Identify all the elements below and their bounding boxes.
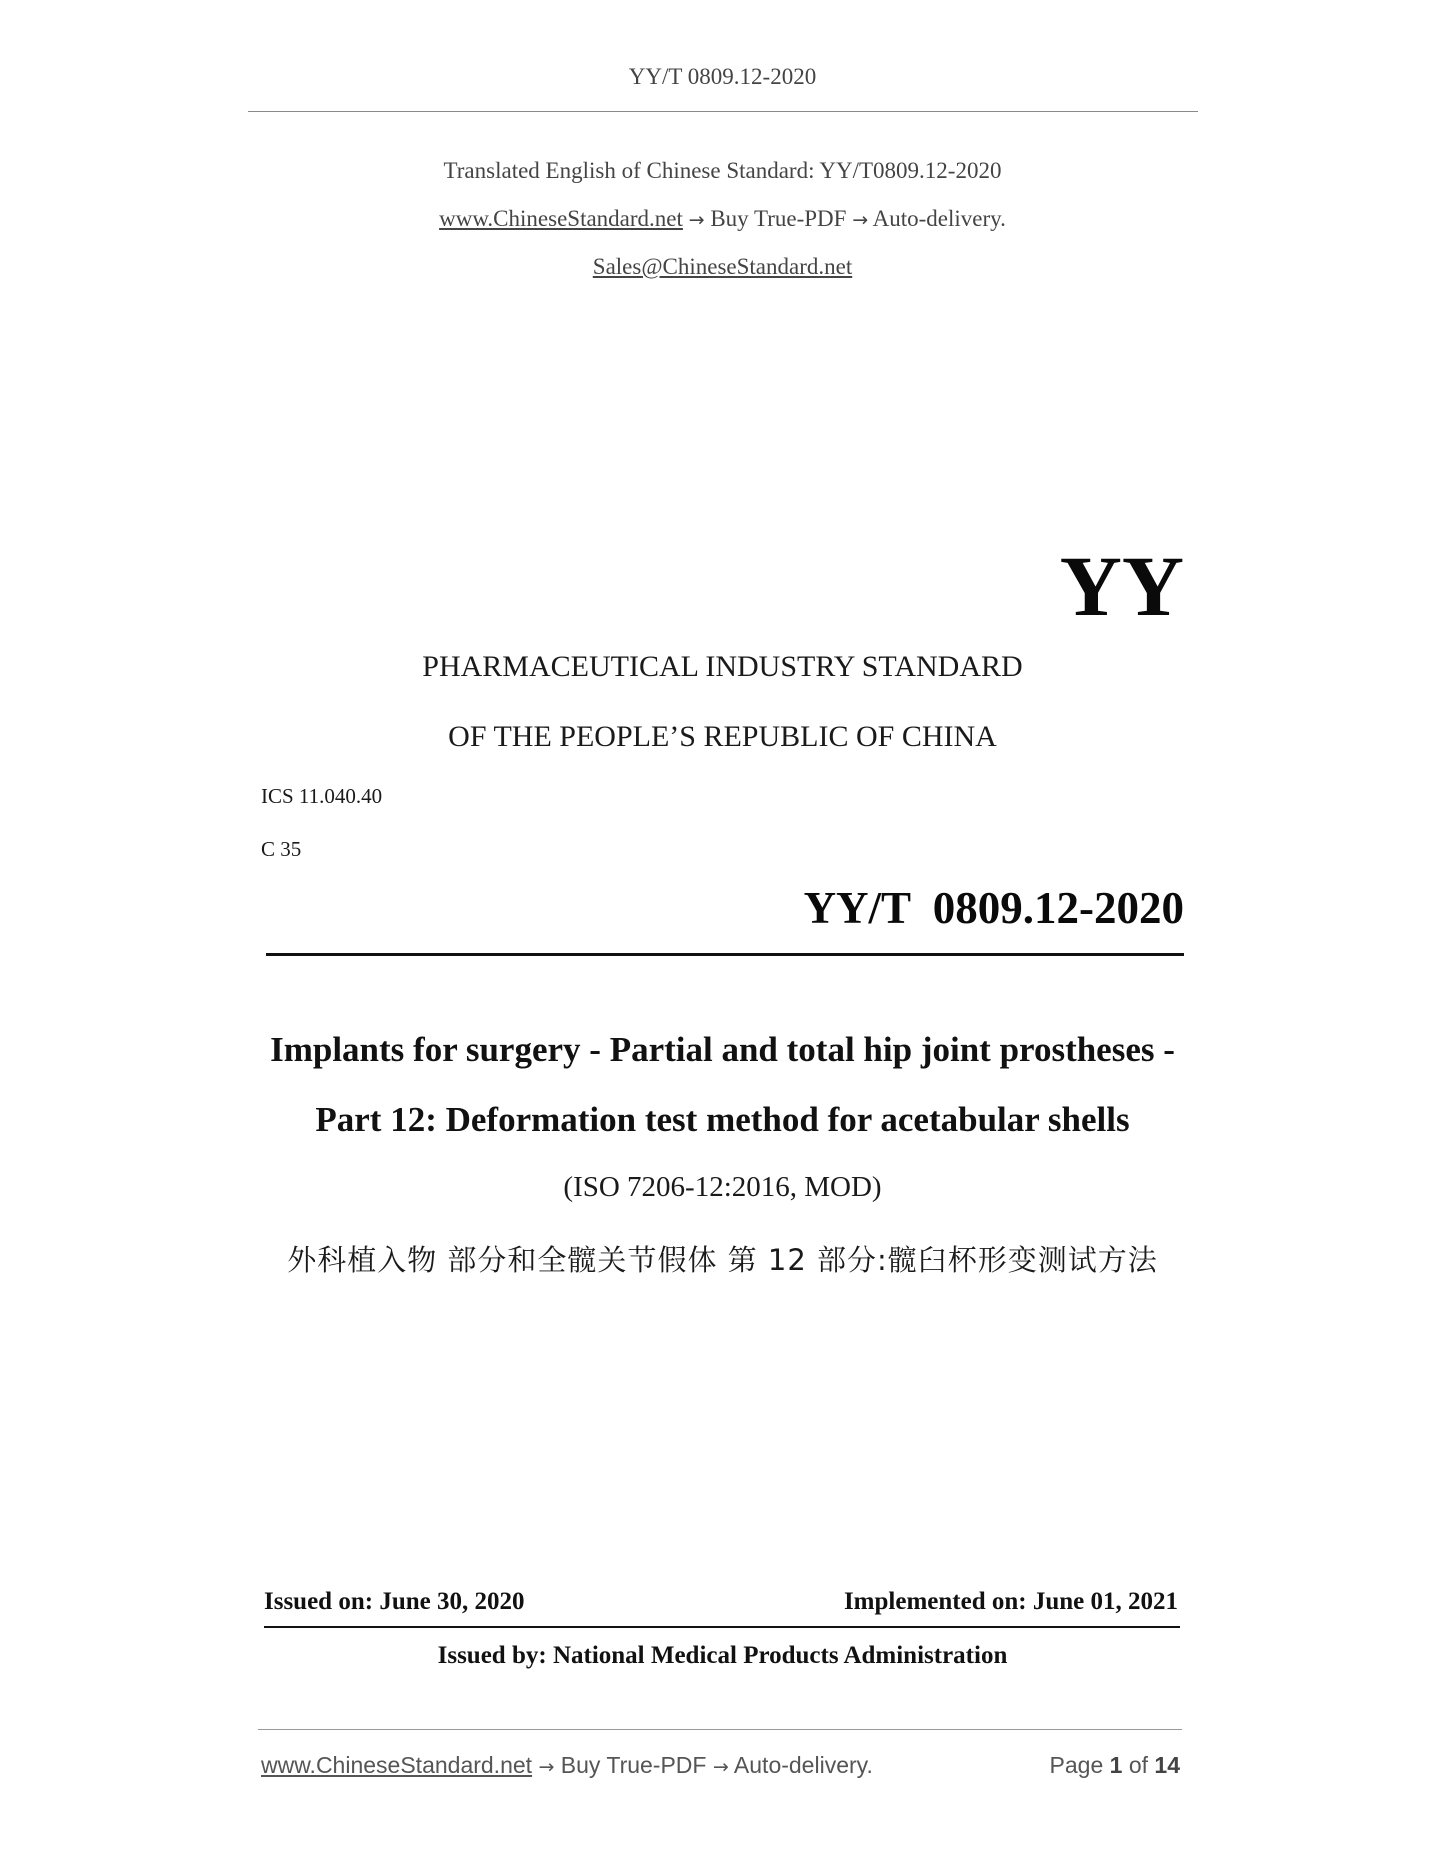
issuing-standard-line-2: OF THE PEOPLE’S REPUBLIC OF CHINA: [448, 720, 997, 753]
ics-code: ICS 11.040.40: [261, 784, 383, 808]
purchase-notice: [0, 206, 1445, 232]
standard-number-divider: [266, 953, 1184, 956]
ccs-code: C 35: [261, 837, 302, 861]
auto-delivery-text: Auto-delivery.: [872, 206, 1006, 231]
footer-site-link[interactable]: www.ChineseStandard.net: [261, 1752, 533, 1778]
chinese-title: 外科植入物 部分和全髋关节假体 第 12 部分:髋臼杯形变测试方法: [287, 1243, 1158, 1277]
site-link[interactable]: www.ChineseStandard.net: [439, 206, 683, 231]
document-title-line-1: Implants for surgery - Partial and total hip joint prostheses -: [270, 1030, 1175, 1069]
standard-mark: YY: [1059, 538, 1184, 634]
translation-notice: Translated English of Chinese Standard: YY/T0809.12-2020: [443, 158, 1002, 183]
iso-reference: (ISO 7206-12:2016, MOD): [563, 1171, 882, 1203]
footer-buy-text: Buy True-PDF: [560, 1752, 707, 1778]
dates-divider: [264, 1626, 1180, 1628]
page-total: 14: [1154, 1752, 1180, 1778]
arrow-right-icon: →: [852, 209, 869, 231]
running-header: YY/T 0809.12-2020: [628, 64, 817, 89]
issued-by: Issued by: National Medical Products Administration: [437, 1642, 1008, 1669]
implemented-on-date: Implemented on: June 01, 2021: [843, 1588, 1178, 1615]
document-title-line-2: Part 12: Deformation test method for acetabular shells: [315, 1100, 1130, 1139]
page-indicator: [1050, 1752, 1180, 1779]
sales-contact: [0, 254, 1445, 280]
buy-text: Buy True-PDF: [710, 206, 847, 231]
issued-on-date: Issued on: June 30, 2020: [264, 1588, 525, 1615]
footer-purchase-notice: [261, 1752, 873, 1779]
footer-auto-delivery-text: Auto-delivery.: [733, 1752, 873, 1778]
arrow-right-icon: →: [688, 209, 705, 231]
sales-email-link[interactable]: Sales@ChineseStandard.net: [592, 254, 853, 279]
header-divider: [248, 111, 1198, 112]
page-word: Page: [1049, 1752, 1104, 1778]
arrow-right-icon: →: [538, 1756, 555, 1778]
footer-divider: [258, 1729, 1182, 1730]
standard-number: YY/T 0809.12-2020: [803, 883, 1184, 933]
issuing-standard-line-1: PHARMACEUTICAL INDUSTRY STANDARD: [422, 650, 1023, 683]
page-current: 1: [1109, 1752, 1123, 1778]
of-word: of: [1128, 1752, 1149, 1778]
arrow-right-icon: →: [712, 1756, 729, 1778]
